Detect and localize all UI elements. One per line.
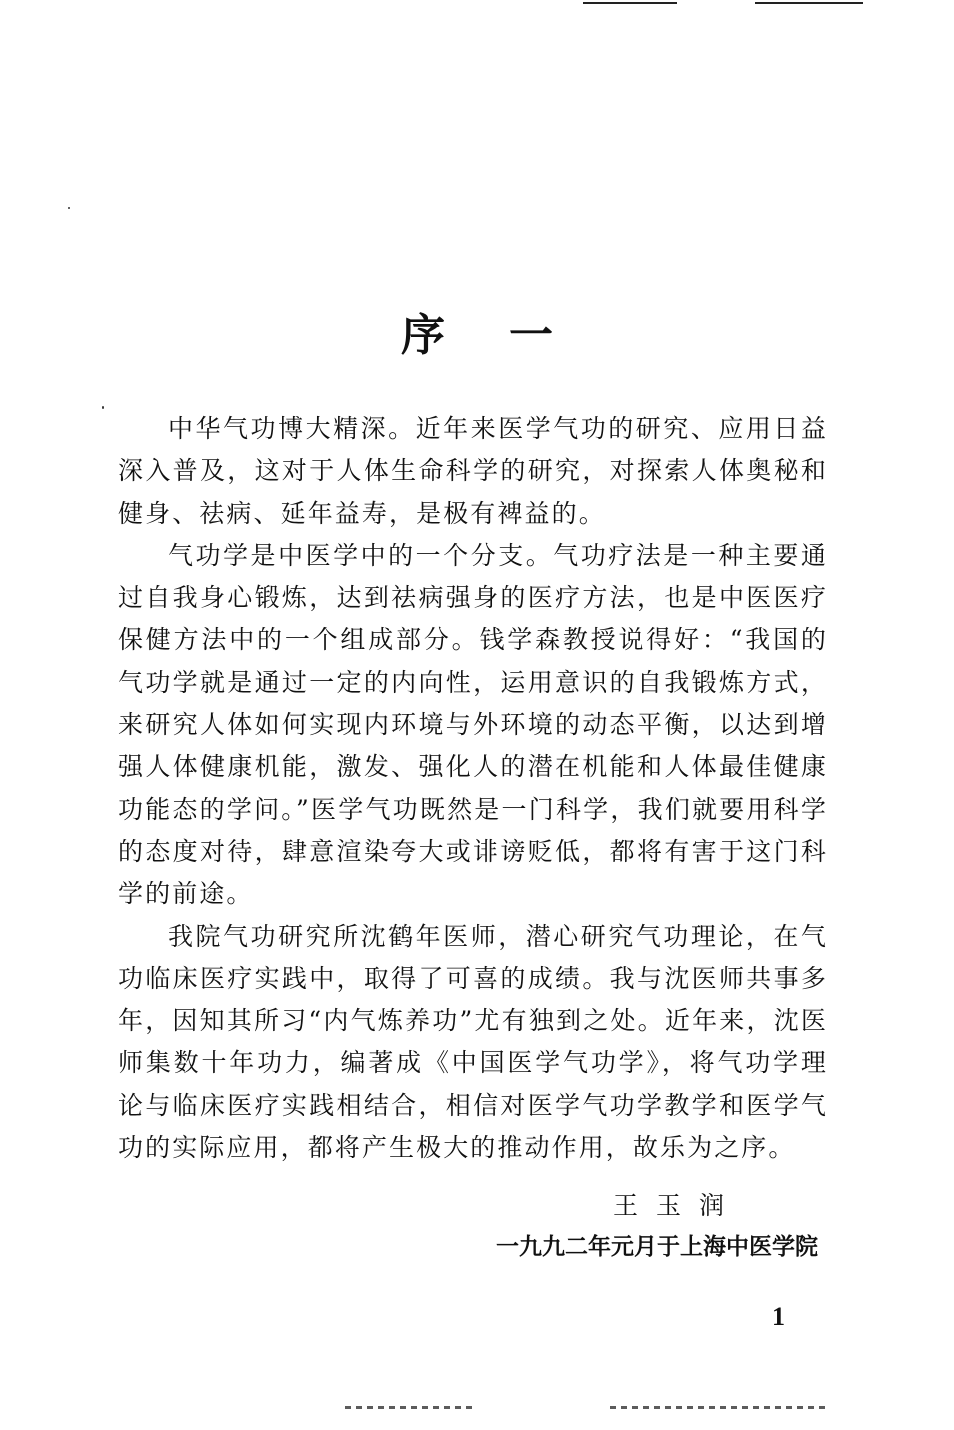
top-rule-right (755, 2, 863, 4)
scan-artifact (610, 1406, 825, 1409)
author-name: 王玉润 (612, 1191, 742, 1220)
top-rule-left (583, 2, 677, 4)
paragraph-1: 中华气功博大精深。近年来医学气功的研究、应用日益深入普及，这对于人体生命科学的研究，对探索人体奥秘和健身、祛病、延年益寿，是极有裨益的。 (118, 414, 828, 528)
paragraph-2: 气功学是中医学中的一个分支。气功疗法是一种主要通过自我身心锻炼，达到祛病强身的医疗方法，也是中医医疗保健方法中的一个组成部分。钱学森教授说得好：“我国的气功学就是通过一定的内向性，运用意识的自我锻炼方式，来研究人体如何实现内环境与外环境的动态平衡，以达到增强人体健康机能，激发、强化人的潜在机能和人体最佳健康功能态的学问。”医学气功既然是一门科学，我们就要用科学的态度对待，肆意渲染夸大或诽谤贬低，都将有害于这门科学的前途。 (118, 540, 828, 909)
page-number: 1 (772, 1302, 785, 1331)
scan-speck (102, 406, 104, 409)
page-title: 序一 (401, 310, 617, 362)
scan-artifact (345, 1406, 475, 1409)
scan-speck (68, 207, 70, 209)
preface-body (118, 408, 828, 1169)
paragraph-3: 我院气功研究所沈鹤年医师，潜心研究气功理论，在气功临床医疗实践中，取得了可喜的成绩。我与沈医师共事多年，因知其所习“内气炼养功”尤有独到之处。近年来，沈医师集数十年功力，编著成《中国医学气功学》，将气功学理论与临床医疗实践相结合，相信对医学气功学教学和医学气功的实际应用，都将产生极大的推动作用，故乐为之序。 (118, 921, 828, 1163)
date-place: 一九九二年元月于上海中医学院 (496, 1234, 818, 1260)
